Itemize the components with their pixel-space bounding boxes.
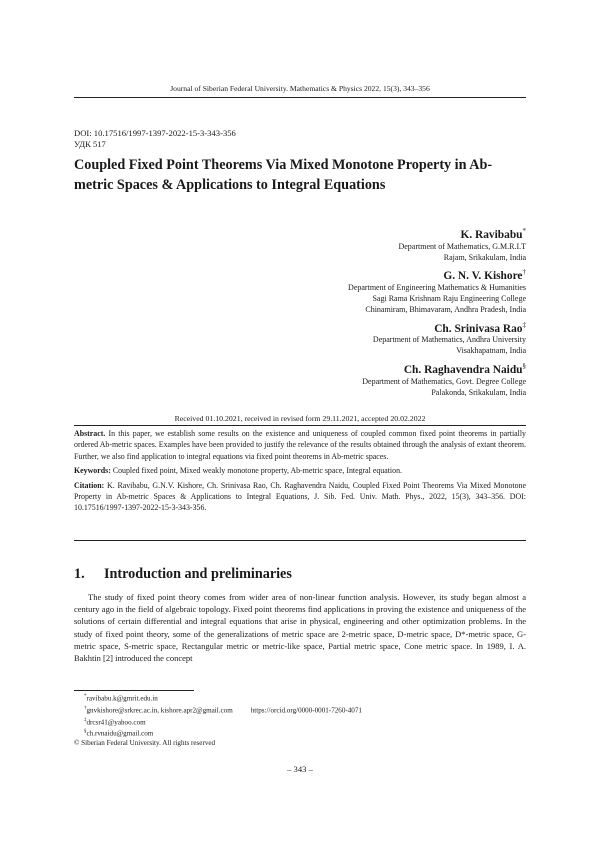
citation — [74, 480, 526, 514]
author-name: G. N. V. Kishore† — [443, 268, 526, 283]
author-block — [186, 265, 526, 315]
author-block — [186, 359, 526, 398]
author-affiliation-line: Palakonda, Srikakulam, India — [431, 387, 526, 397]
author-affiliation-line: Department of Mathematics, Govt. Degree College — [362, 376, 526, 386]
author-affiliation-line: Department of Mathematics, G.M.R.I.T — [398, 241, 526, 251]
doi-line: DOI: 10.17516/1997-1397-2022-15-3-343-356 — [74, 128, 236, 138]
abstract-label: Abstract. — [74, 429, 106, 438]
doi-block — [74, 128, 236, 150]
footnote: †gnvkishore@srkrec.ac.in, kishore.apr2@gmail.com https://orcid.org/0000-0001-7260-4071 — [84, 705, 362, 715]
running-header: Journal of Siberian Federal University. Mathematics & Physics 2022, 15(3), 343–356 — [170, 84, 430, 93]
udk-line: УДК 517 — [74, 139, 106, 149]
section-title: Introduction and preliminaries — [104, 566, 292, 582]
page-number: – 343 – — [287, 764, 313, 774]
footnote-rule — [74, 690, 194, 691]
footnote: ‡drcsr41@yahoo.com — [84, 717, 146, 726]
intro-paragraph: The study of fixed point theory comes from wider area of non-linear function analysis. However, its study began almost a century ago in the field of algebraic topology. Fixed point theorems find applications in proving the existence and uniqueness of the solutions of certain differential and integral equations that arise in physical, engineering and other optimization problems. In the study of fixed point theory, some of the generalizations of metric space are 2-metric space, D-metric space, D*-metric space, G-metric space, S-metric space, Rectangular metric or metric-like space, Partial metric space, Cone metric space. In 1989, I. A. Bakhtin [2] introduced the concept — [74, 592, 526, 664]
author-list — [186, 224, 526, 400]
footnote: *ravibabu.k@gmrit.edu.in — [84, 694, 158, 703]
citation-label: Citation: — [74, 480, 105, 490]
section-number: 1. — [74, 566, 85, 582]
author-affiliation-line: Department of Engineering Mathematics & Humanities — [348, 283, 526, 293]
keywords — [74, 465, 526, 476]
abstract-end-rule — [74, 540, 526, 541]
author-name: Ch. Raghavendra Naidu§ — [403, 361, 526, 376]
header-rule — [74, 97, 526, 98]
keywords-text: Coupled fixed point, Mixed weakly monotone property, Ab-metric space, Integral equation. — [112, 466, 402, 476]
author-affiliation-line: Rajam, Srikakulam, India — [443, 252, 526, 262]
author-affiliation-line: Sagi Rama Krishnam Raju Engineering College — [372, 293, 526, 303]
footnote: §ch.rvnaidu@gmail.com — [84, 729, 154, 738]
copyright-notice: © Siberian Federal University. All rights reserved — [74, 739, 216, 748]
author-affiliation-line: Visakhapatnam, India — [456, 346, 526, 356]
citation-text: K. Ravibabu, G.N.V. Kishore, Ch. Srinivasa Rao, Ch. Raghavendra Naidu, Coupled Fixed Point Theorems Via Mixed Monotone Property in Ab-metric Spaces & Applications to Integral Equations, J. Sib. Fed. Univ. Math. Phys., 2022, 15(3), 343–356. DOI: 10.17516/1997-1397-2022-15-3-343-356. — [74, 480, 526, 513]
keywords-label: Keywords: — [74, 466, 111, 476]
author-affiliation-line: Department of Mathematics, Andhra University — [372, 335, 526, 345]
received-dates: Received 01.10.2021, received in revised form 29.11.2021, accepted 20.02.2022 — [174, 414, 426, 423]
author-affiliation-line: Chinamiram, Bhimavaram, Andhra Pradesh, India — [365, 304, 526, 314]
author-block — [186, 224, 526, 263]
abstract — [74, 428, 526, 462]
paper-title: Coupled Fixed Point Theorems Via Mixed Monotone Property in Ab-metric Spaces & Applications to Integral Equations — [74, 157, 493, 193]
footnotes — [74, 692, 362, 748]
section-heading — [74, 566, 292, 583]
author-name: K. Ravibabu* — [460, 227, 526, 241]
abstract-block — [74, 425, 526, 517]
author-name: Ch. Srinivasa Rao‡ — [434, 320, 526, 335]
author-block — [186, 318, 526, 357]
abstract-text: In this paper, we establish some results on the existence and uniqueness of coupled common fixed point theorems in partially ordered Ab-metric spaces. Examples have been provided to justify the relevance of the results obtained through the analysis of extant theorem. Further, we also find application to integral equations via fixed point theorems in Ab-metric spaces. — [74, 429, 526, 461]
orcid-link[interactable]: https://orcid.org/0000-0001-7260-4071 — [250, 706, 362, 715]
